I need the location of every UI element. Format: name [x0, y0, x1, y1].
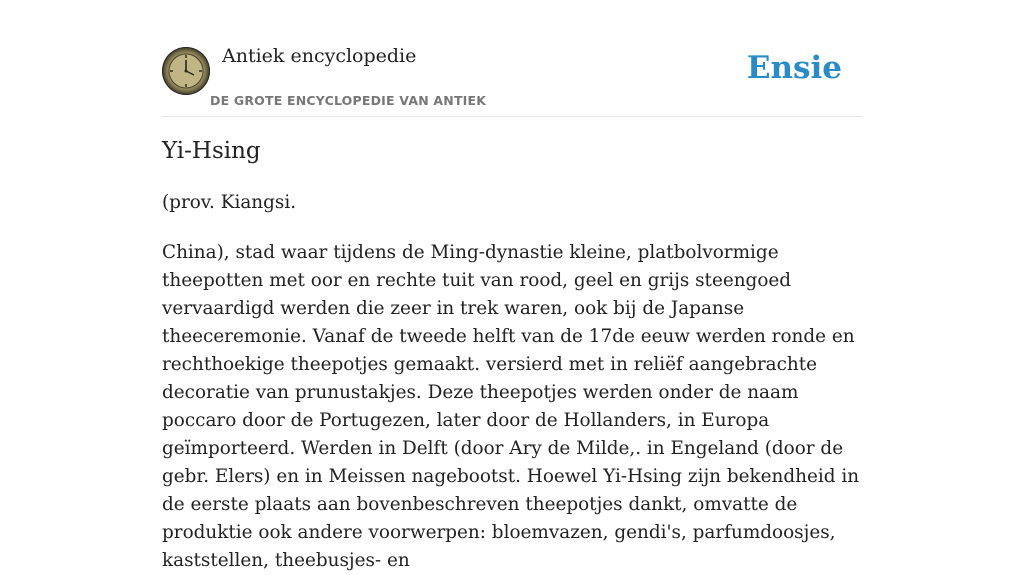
article-intro: (prov. Kiangsi. — [162, 192, 297, 213]
site-name[interactable]: Antiek encyclopedie — [222, 45, 417, 67]
page-title: Yi-Hsing — [162, 138, 261, 164]
site-tagline: DE GROTE ENCYCLOPEDIE VAN ANTIEK — [210, 93, 487, 108]
site-header — [162, 0, 862, 117]
article-body: China), stad waar tijdens de Ming-dynastie kleine, platbolvormige theepotten met oor en rechte tuit van rood, geel en grijs steengoed vervaardigd werden die zeer in trek waren, ook bij de Japanse theeceremonie. Vanaf de tweede helft van de 17de eeuw werden ronde en rechthoekige theepotjes gemaakt. versierd met in reliëf aangebrachte decoratie van prunustakjes. Deze theepotjes werden onder de naam poccaro door de Portugezen, later door de Hollanders, in Europa geïmporteerd. Werden in Delft (door Ary de Milde,. in Engeland (door de gebr. Elers) en in Meissen nagebootst. Hoewel Yi-Hsing zijn bekendheid in de eerste plaats aan bovenbeschreven theepotjes dankt, omvatte de produktie ook andere voorwerpen: bloemvazen, gendi's, parfumdoosjes, kaststellen, theebusjes- en — [162, 242, 860, 571]
clock-icon[interactable] — [162, 47, 210, 95]
brand-logo[interactable]: Ensie — [746, 50, 842, 86]
